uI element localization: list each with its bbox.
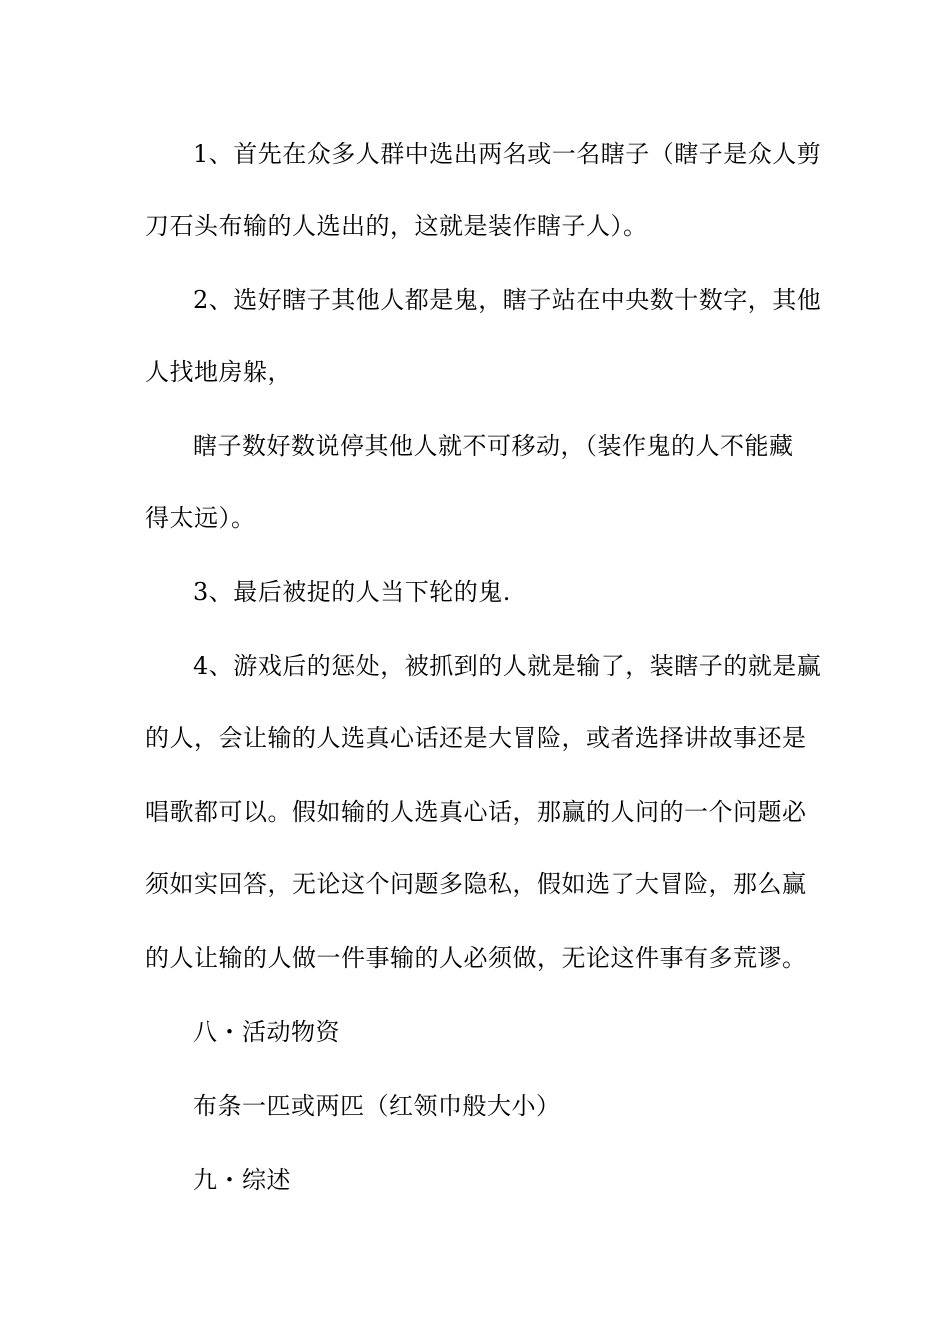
- paragraph-2-line-2: 人找地房躲，: [145, 358, 292, 386]
- paragraph-5-line-1: 4、游戏后的惩处，被抓到的人就是输了，装瞎子的就是赢: [193, 652, 822, 680]
- paragraph-1-line-1: 1、首先在众多人群中选出两名或一名瞎子（瞎子是众人剪: [193, 140, 822, 168]
- paragraph-5-line-2: 的人，会让输的人选真心话还是大冒险，或者选择讲故事还是: [145, 724, 807, 752]
- paragraph-5-line-5: 的人让输的人做一件事输的人必须做，无论这件事有多荒谬。: [145, 944, 807, 972]
- paragraph-3-line-2: 得太远）。: [145, 504, 256, 532]
- paragraph-2-line-1: 2、选好瞎子其他人都是鬼，瞎子站在中央数十数字，其他: [193, 286, 822, 314]
- section-heading-9: 九・综述: [193, 1166, 291, 1194]
- paragraph-5-line-3: 唱歌都可以。假如输的人选真心话，那赢的人问的一个问题必: [145, 798, 807, 826]
- paragraph-1-line-2: 刀石头布输的人选出的，这就是装作瞎子人）。: [145, 212, 648, 240]
- paragraph-5-line-4: 须如实回答，无论这个问题多隐私，假如选了大冒险，那么赢: [145, 870, 807, 898]
- materials-line: 布条一匹或两匹（红领巾般大小）: [193, 1092, 561, 1120]
- section-heading-8: 八・活动物资: [193, 1018, 340, 1046]
- paragraph-4-line-1: 3、最后被捉的人当下轮的鬼.: [193, 578, 511, 606]
- paragraph-3-line-1: 瞎子数好数说停其他人就不可移动，（装作鬼的人不能藏: [193, 432, 794, 460]
